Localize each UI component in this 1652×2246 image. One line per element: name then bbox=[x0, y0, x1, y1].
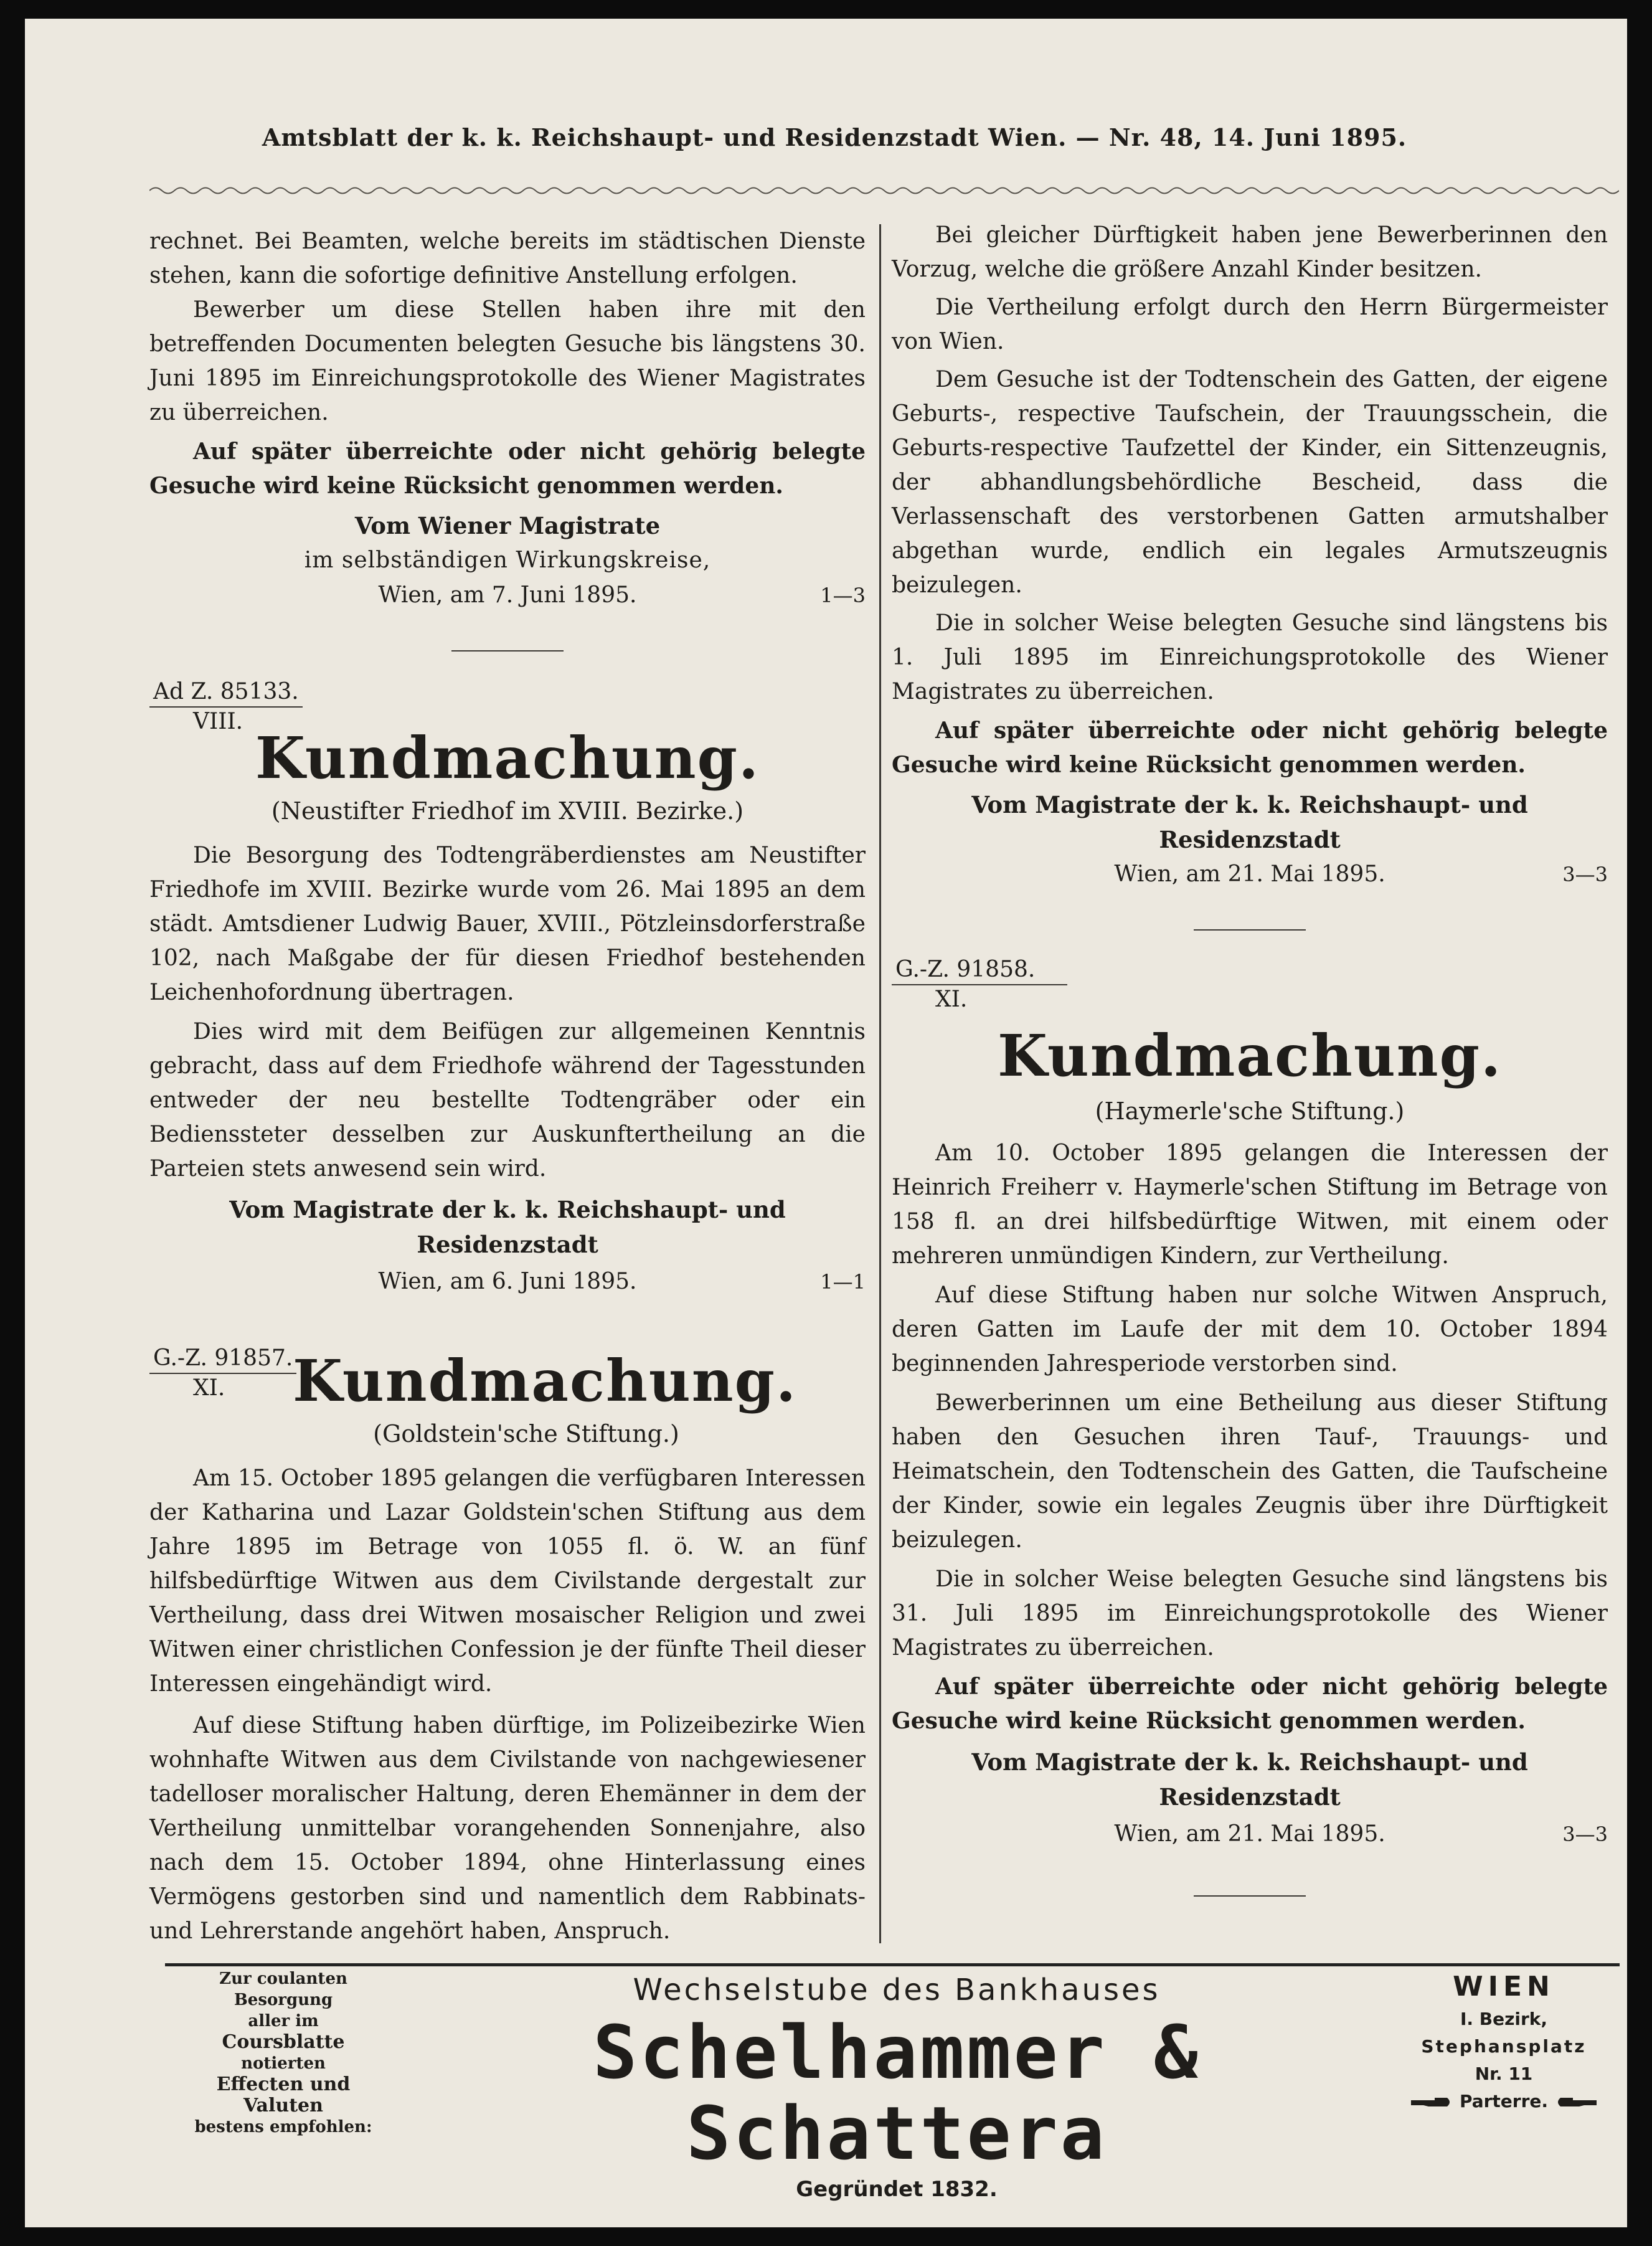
notice-number: 1—1 bbox=[820, 1270, 866, 1294]
reference-line: G.-Z. 91857. bbox=[149, 1344, 296, 1374]
authority-subline: im selbständigen Wirkungskreise, bbox=[304, 547, 711, 573]
notice-date: Wien, am 21. Mai 1895. bbox=[1114, 861, 1385, 887]
notice-date: Wien, am 7. Juni 1895. bbox=[378, 582, 637, 608]
running-head: Amtsblatt der k. k. Reichshaupt- und Residenzstadt Wien. — Nr. 48, 14. Juni 1895. bbox=[262, 123, 1407, 151]
notice-subtitle: (Neustifter Friedhof im XVIII. Bezirke.) bbox=[271, 797, 744, 825]
date-line bbox=[892, 857, 1608, 892]
advertisement-rule bbox=[165, 1963, 1620, 1966]
advertisement-left-text bbox=[174, 1968, 392, 2138]
notice-title: Kundmachung. bbox=[997, 1022, 1503, 1089]
ad-line: bestens empfohlen: bbox=[194, 2118, 372, 2136]
ad-house-number: Nr. 11 bbox=[1475, 2064, 1533, 2084]
notice-paragraph: Am 15. October 1895 gelangen die verfügbaren Interessen der Katharina und Lazar Goldstein'schen Stiftung aus dem Jahre 1895 im Betrage von 1055 fl. ö. W. an fünf hilfsbedürftige Witwen aus dem Civilstande dergestalt zur Vertheilung, dass drei Witwen mosaischer Religion und zwei Witwen einer christlichen Confession je der fünfte Theil dieser Interessen eingehändigt wird. bbox=[149, 1466, 866, 1697]
continuation-paragraph: Die Vertheilung erfolgt durch den Herrn Bürgermeister von Wien. bbox=[892, 295, 1608, 354]
notice-paragraph: Am 10. October 1895 gelangen die Interessen der Heinrich Freiherr v. Haymerle'schen Stiftung im Betrage von 158 fl. an drei hilfsbedürftige Witwen, mit einem oder mehreren unmündigen Kindern, zur Vertheilung. bbox=[892, 1140, 1608, 1269]
notice-paragraph: Die in solcher Weise belegten Gesuche sind längstens bis 31. Juli 1895 im Einreichungsprotokolle des Wiener Magistrates zu überreichen. bbox=[892, 1566, 1608, 1661]
notice-paragraph: Auf diese Stiftung haben dürftige, im Polizeibezirke Wien wohnhafte Witwen aus dem Civilstande von nachgewiesener tadelloser moralischer Haltung, deren Ehemänner in dem der Vertheilung unmittelbar vorangehenden Sonnenjahre, also nach dem 15. October 1894, ohne Hinterlassung eines Vermögens gestorben sind und namentlich dem Rabbinats- und Lehrerstande angehört haben, Anspruch. bbox=[149, 1713, 866, 1944]
continuation-paragraph: rechnet. Bei Beamten, welche bereits im städtischen Dienste stehen, kann die sofortige definitive Anstellung erfolgen. bbox=[149, 229, 866, 288]
pointing-hand-icon bbox=[1554, 2095, 1598, 2109]
bank-name: Schelhammer & Schattera bbox=[593, 2009, 1201, 2176]
notice-number: 3—3 bbox=[1562, 1822, 1608, 1846]
section-divider bbox=[451, 650, 564, 652]
continuation-paragraph: Bewerber um diese Stellen haben ihre mit den betreffenden Documenten belegten Gesuche bis längstens 30. Juni 1895 im Einreichungsprotokolle des Wiener Magistrates zu überreichen. bbox=[149, 297, 866, 425]
issuing-authority: Vom Magistrate der k. k. Reichshaupt- und Residenzstadt bbox=[971, 791, 1528, 853]
notice-paragraph: Dies wird mit dem Beifügen zur allgemeinen Kenntnis gebracht, dass auf dem Friedhofe während der Tagesstunden entweder der neu bestellte Todtengräber oder ein Bedienssteter desselben zur Auskunftertheilung an die Parteien stets anwesend sein wird. bbox=[149, 1019, 866, 1182]
reference-department: XI. bbox=[935, 987, 968, 1012]
date-line bbox=[892, 1817, 1608, 1852]
notice-number: 3—3 bbox=[1562, 863, 1608, 886]
warning-paragraph: Auf später überreichte oder nicht gehörig belegte Gesuche wird keine Rücksicht genommen werden. bbox=[149, 438, 866, 499]
ad-line: notierten bbox=[241, 2054, 326, 2073]
reference-number bbox=[892, 955, 1608, 1014]
ad-line: Zur coulanten Besorgung bbox=[219, 1969, 347, 2009]
continuation-paragraph: Die in solcher Weise belegten Gesuche sind längstens bis 1. Juli 1895 im Einreichungsprotokolle des Wiener Magistrates zu überreichen. bbox=[892, 610, 1608, 704]
right-column bbox=[892, 218, 1608, 1897]
column-divider bbox=[879, 224, 881, 1943]
notice-subtitle: (Haymerle'sche Stiftung.) bbox=[1095, 1097, 1405, 1125]
issuing-authority: Vom Magistrate der k. k. Reichshaupt- und Residenzstadt bbox=[971, 1748, 1528, 1811]
ad-district: I. Bezirk, bbox=[1460, 2009, 1548, 2029]
continuation-paragraph: Bei gleicher Dürftigkeit haben jene Bewerberinnen den Vorzug, welche die größere Anzahl Kinder besitzen. bbox=[892, 222, 1608, 282]
notice-title: Kundmachung. bbox=[255, 724, 760, 792]
reference-department: VIII. bbox=[193, 709, 243, 734]
notice-date: Wien, am 21. Mai 1895. bbox=[1114, 1821, 1385, 1847]
reference-line: G.-Z. 91858. bbox=[892, 955, 1067, 985]
section-divider bbox=[1194, 929, 1306, 931]
pointing-hand-icon bbox=[1410, 2095, 1453, 2109]
issuing-authority: Vom Wiener Magistrate bbox=[354, 512, 661, 539]
wavy-rule bbox=[149, 184, 1619, 197]
warning-paragraph: Auf später überreichte oder nicht gehörig belegte Gesuche wird keine Rücksicht genommen werden. bbox=[892, 1674, 1608, 1734]
ad-street: Stephansplatz bbox=[1421, 2036, 1587, 2057]
ad-floor-line bbox=[1382, 2088, 1625, 2115]
ad-floor: Parterre. bbox=[1459, 2091, 1549, 2111]
notice-subtitle: (Goldstein'sche Stiftung.) bbox=[373, 1420, 679, 1448]
notice-paragraph: Die Besorgung des Todtengräberdienstes am Neustifter Friedhofe im XVIII. Bezirke wurde vom 26. Mai 1895 an dem städt. Amtsdiener Ludwig Bauer, XVIII., Pötzleinsdorferstraße 102, nach Maßgabe der für diesen Friedhof bestehenden Leichenhofordnung übertragen. bbox=[149, 843, 866, 1005]
issuing-authority: Vom Magistrate der k. k. Reichshaupt- und Residenzstadt bbox=[229, 1196, 786, 1258]
date-line bbox=[149, 1264, 866, 1299]
ad-line: aller im bbox=[248, 2012, 319, 2030]
notice-paragraph: Bewerberinnen um eine Betheilung aus dieser Stiftung haben den Gesuchen ihren Tauf-, Trauungs- und Heimatschein, den Todtenschein des Gatten, die Taufscheine der Kinder, sowie ein legales Zeugnis über ihre Dürftigkeit beizulegen. bbox=[892, 1390, 1608, 1553]
notice-date: Wien, am 6. Juni 1895. bbox=[378, 1269, 637, 1294]
left-column bbox=[149, 224, 866, 1948]
ad-tagline: Wechselstube des Bankhauses bbox=[633, 1973, 1161, 2007]
warning-paragraph: Auf später überreichte oder nicht gehörig belegte Gesuche wird keine Rücksicht genommen werden. bbox=[892, 718, 1608, 778]
newspaper-page bbox=[25, 19, 1627, 2227]
advertisement-center bbox=[399, 1968, 1395, 2205]
ad-line: Effecten und Valuten bbox=[216, 2073, 351, 2116]
section-divider bbox=[1194, 1895, 1306, 1897]
founding-year: Gegründet 1832. bbox=[796, 2177, 998, 2202]
notice-paragraph: Auf diese Stiftung haben nur solche Witwen Anspruch, deren Gatten im Laufe der mit dem 10. October 1894 beginnenden Jahresperiode verstorben sind. bbox=[892, 1282, 1608, 1377]
notice-title: Kundmachung. bbox=[292, 1347, 798, 1414]
ad-line: Coursblatte bbox=[222, 2031, 345, 2053]
advertisement-address bbox=[1382, 1968, 1625, 2115]
ad-city: WIEN bbox=[1453, 1971, 1555, 2002]
reference-line: Ad Z. 85133. bbox=[149, 678, 303, 708]
date-line bbox=[149, 578, 866, 613]
reference-department: XI. bbox=[193, 1375, 225, 1401]
notice-number: 1—3 bbox=[820, 584, 866, 607]
continuation-paragraph: Dem Gesuche ist der Todtenschein des Gatten, der eigene Geburts-, respective Taufschein, der Trauungsschein, die Geburts-respective Taufzettel der Kinder, ein Sittenzeugnis, der abhandlungsbehördliche Bescheid, dass die Verlassenschaft des verstorbenen Gatten armutshalber abgethan wurde, endlich ein legales Armutszeugnis beizulegen. bbox=[892, 367, 1608, 598]
